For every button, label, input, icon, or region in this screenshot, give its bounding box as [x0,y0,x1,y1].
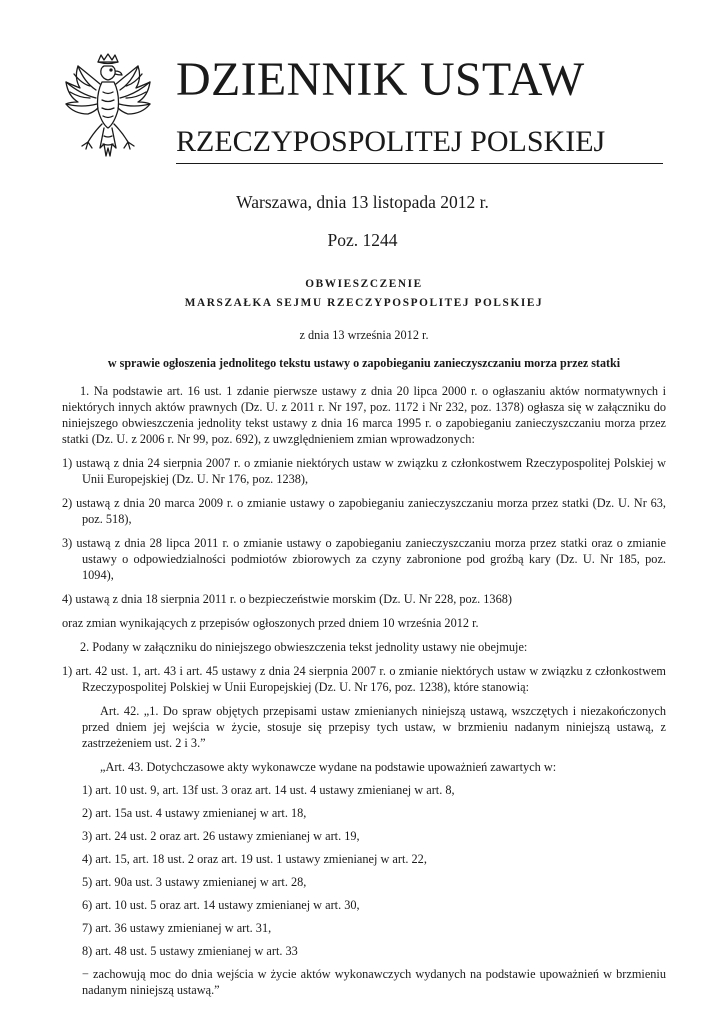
list-item: 8) art. 48 ust. 5 ustawy zmienianej w art. 33 [82,944,298,958]
paragraph-1: 1. Na podstawie art. 16 ust. 1 zdanie pierwsze ustawy z dnia 20 lipca 2000 r. o ogłaszaniu aktów normatywnych i niektórych innych aktów prawnych (Dz. U. z 2011 r. Nr 197, poz. 1172 i Nr 232, poz. 1378) ogłasza się w załączniku do niniejszego obwieszczenia jednolity tekst ustawy z dnia 16 marca 1995 r. o zapobieganiu zanieczyszczaniu morza przez statki (Dz. U. z 2006 r. Nr 99, poz. 692), z uwzględnieniem zmian wprowadzonych: [62,384,666,446]
amendment-item: 2) ustawą z dnia 20 marca 2009 r. o zmianie ustawy o zapobieganiu zanieczyszczaniu morza przez statki (Dz. U. Nr 63, poz. 518), [62,496,666,526]
art-43-tail: − zachowują moc do dnia wejścia w życie aktów wykonawczych wydanych na podstawie upoważnień w brzmieniu nadanym niniejszą ustawą.” [82,967,666,997]
issue-position: Poz. 1244 [327,230,398,250]
amendment-item: 4) ustawą z dnia 18 sierpnia 2011 r. o bezpieczeństwie morskim (Dz. U. Nr 228, poz. 1368) [62,592,512,606]
document-subject: w sprawie ogłoszenia jednolitego tekstu ustawy o zapobieganiu zanieczyszczaniu morza przez statki [107,356,621,370]
document-issuer: MARSZAŁKA SEJMU RZECZYPOSPOLITEJ POLSKIEJ [184,297,544,309]
amendment-item: 1) ustawą z dnia 24 sierpnia 2007 r. o zmianie niektórych ustaw w związku z członkostwem Rzeczypospolitej Polskiej w Unii Europejskiej (Dz. U. Nr 176, poz. 1238), [62,456,666,486]
list-item: 1) art. 10 ust. 9, art. 13f ust. 3 oraz art. 14 ust. 4 ustawy zmienianej w art. 8, [82,783,455,797]
quoted-art-43-intro: „Art. 43. Dotychczasowe akty wykonawcze wydane na podstawie upoważnień zawartych w: [100,760,557,774]
list-item: 4) art. 15, art. 18 ust. 2 oraz art. 19 ust. 1 ustawy zmienianej w art. 22, [82,852,427,866]
issue-dateline: Warszawa, dnia 13 listopada 2012 r. [236,192,489,212]
list-item: 3) art. 24 ust. 2 oraz art. 26 ustawy zmienianej w art. 19, [82,829,360,843]
list-item: 7) art. 36 ustawy zmienianej w art. 31, [82,921,272,935]
art-43-list [62,782,666,998]
list-item: 2) art. 15a ust. 4 ustawy zmienianej w art. 18, [82,806,307,820]
document-body [62,276,666,998]
list-item: 6) art. 10 ust. 5 oraz art. 14 ustawy zmienianej w art. 30, [82,898,360,912]
paragraph-2: 2. Podany w załączniku do niniejszego obwieszczenia tekst jednolity ustawy nie obejmuje: [80,640,528,654]
document-type: OBWIESZCZENIE [305,278,423,290]
gazette-title: DZIENNIK USTAW [176,53,585,106]
quoted-art-42: Art. 42. „1. Do spraw objętych przepisami ustaw zmienianych niniejszą ustawą, wszczętych i niezakończonych przed dniem jej wejścia w życie, stosuje się przepisy tych ustaw, w brzmieniu nadanym niniejszą ustawą, z zastrzeżeniem ust. 2 i 3.” [82,704,666,750]
amendments-tail: oraz zmian wynikających z przepisów ogłoszonych przed dniem 10 września 2012 r. [62,616,479,630]
document-date: z dnia 13 września 2012 r. [299,328,429,342]
amendment-item: 3) ustawą z dnia 28 lipca 2011 r. o zmianie ustawy o zapobieganiu zanieczyszczaniu morza przez statki oraz o zmianie ustawy o odpowiedzialności podmiotów zbiorowych za czyny zabronione pod groźbą kary (Dz. U. Nr 185, poz. 1094), [62,536,666,582]
exclusion-item: 1) art. 42 ust. 1, art. 43 i art. 45 ustawy z dnia 24 sierpnia 2007 r. o zmianie niektórych ustaw w związku z członkostwem Rzeczypospolitej Polskiej w Unii Europejskiej (Dz. U. Nr 176, poz. 1238), które stanowią: [62,664,666,694]
polish-eagle-emblem-icon [60,52,156,164]
list-item: 5) art. 90a ust. 3 ustawy zmienianej w art. 28, [82,875,307,889]
masthead-divider [176,163,663,164]
gazette-subtitle: RZECZYPOSPOLITEJ POLSKIEJ [176,125,606,158]
